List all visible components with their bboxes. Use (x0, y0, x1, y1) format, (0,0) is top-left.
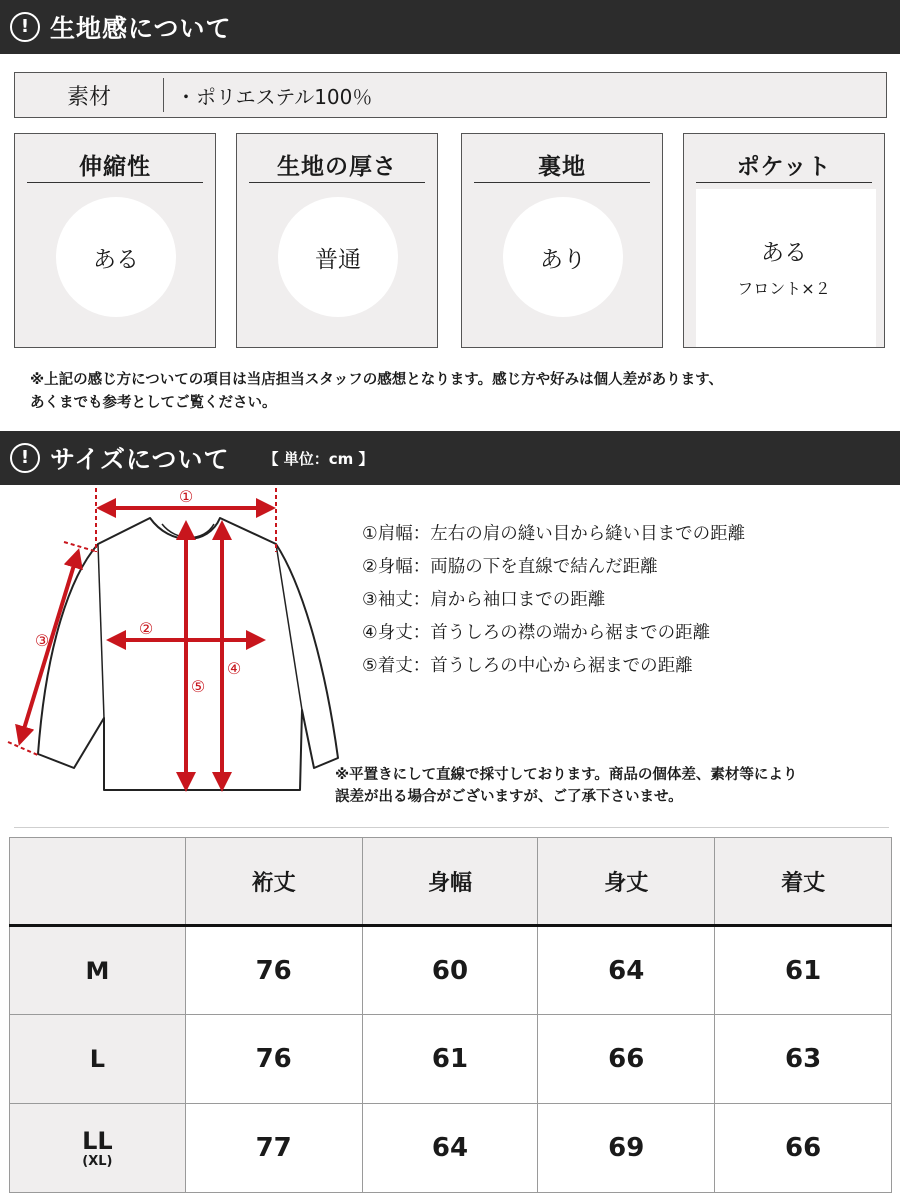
fabric-section-header (0, 0, 900, 54)
thickness-title: 生地の厚さ (277, 154, 397, 180)
header-cell-total-length: 着丈 (715, 838, 892, 926)
section-divider (14, 827, 889, 828)
table-row (10, 926, 892, 1015)
size-label: LL (82, 1126, 113, 1155)
fabric-note-line2: あくまでも参考としてご覧ください。 (30, 395, 277, 411)
table-row (10, 1104, 892, 1193)
legend-item: ②身幅：両脇の下を直線で結んだ距離 (362, 557, 658, 577)
fabric-section-title: 生地感について (50, 14, 232, 43)
stretch-value: ある (56, 197, 176, 317)
measurement-note (335, 764, 895, 808)
size-sublabel: (XL) (82, 1153, 113, 1169)
table-cell: 61 (362, 1015, 538, 1104)
table-header-row (10, 838, 892, 926)
pocket-underline (696, 182, 872, 183)
stretch-box (14, 133, 216, 348)
marker-5: ⑤ (190, 677, 206, 696)
fabric-note (30, 369, 880, 415)
lining-value: あり (503, 197, 623, 317)
pocket-box (683, 133, 885, 348)
unit-label: 【 単位：cm 】 (263, 449, 374, 468)
marker-2: ② (138, 619, 154, 638)
measurement-note-line2: 誤差が出る場合がございますが、ご了承下さいませ。 (335, 789, 683, 805)
size-label-cell (10, 926, 186, 1015)
header-cell-body-width: 身幅 (362, 838, 538, 926)
thickness-value: 普通 (278, 197, 398, 317)
table-cell: 69 (538, 1104, 715, 1193)
marker-4: ④ (226, 659, 242, 678)
table-cell: 60 (362, 926, 538, 1015)
thickness-box (236, 133, 438, 348)
pocket-value: ある (761, 240, 807, 266)
header-cell-body-length: 身丈 (538, 838, 715, 926)
legend-item: ④身丈：首うしろの襟の端から裾までの距離 (362, 623, 711, 643)
pocket-detail: フロント×２ (737, 279, 831, 298)
size-section-title: サイズについて (50, 445, 230, 474)
garment-measurement-diagram (0, 486, 340, 806)
size-label: M (85, 956, 110, 985)
pocket-title: ポケット (736, 154, 832, 180)
stretch-underline (27, 182, 203, 183)
marker-3: ③ (34, 631, 50, 650)
legend-item: ①肩幅：左右の肩の縫い目から縫い目までの距離 (362, 524, 746, 544)
measurement-legend (362, 518, 745, 683)
marker-1: ① (178, 487, 194, 506)
table-cell: 64 (362, 1104, 538, 1193)
header-cell-sleeve-length: 裄丈 (185, 838, 362, 926)
exclamation-circle-icon: ! (10, 443, 40, 473)
lining-underline (474, 182, 650, 183)
stretch-title: 伸縮性 (79, 154, 151, 180)
table-cell: 76 (185, 926, 362, 1015)
size-section-header (0, 431, 900, 485)
table-cell: 77 (185, 1104, 362, 1193)
pocket-panel (696, 189, 876, 347)
fabric-note-line1: ※上記の感じ方についての項目は当店担当スタッフの感想となります。感じ方や好みは個人差があります、 (30, 372, 723, 388)
measurement-note-line1: ※平置きにして直線で採寸しております。商品の個体差、素材等により (335, 767, 798, 783)
table-cell: 64 (538, 926, 715, 1015)
material-value: ・ポリエステル100％ (176, 84, 373, 109)
table-row (10, 1015, 892, 1104)
size-label-cell (10, 1015, 186, 1104)
lining-title: 裏地 (538, 154, 586, 180)
legend-item: ③袖丈：肩から袖口までの距離 (362, 590, 606, 610)
table-cell: 66 (715, 1104, 892, 1193)
table-cell: 66 (538, 1015, 715, 1104)
sleeve-guide-bottom (8, 742, 40, 756)
size-table (9, 837, 892, 1193)
exclamation-circle-icon: ! (10, 12, 40, 42)
material-label: 素材 (66, 84, 111, 110)
size-label-cell (10, 1104, 186, 1193)
size-label: L (89, 1045, 106, 1073)
header-cell-corner (10, 838, 186, 926)
material-row (14, 72, 887, 118)
table-cell: 63 (715, 1015, 892, 1104)
table-cell: 61 (715, 926, 892, 1015)
material-separator (163, 78, 164, 112)
table-cell: 76 (185, 1015, 362, 1104)
sleeve-guide-top (64, 542, 98, 552)
lining-box (461, 133, 663, 348)
thickness-underline (249, 182, 425, 183)
legend-item: ⑤着丈：首うしろの中心から裾までの距離 (362, 656, 693, 676)
